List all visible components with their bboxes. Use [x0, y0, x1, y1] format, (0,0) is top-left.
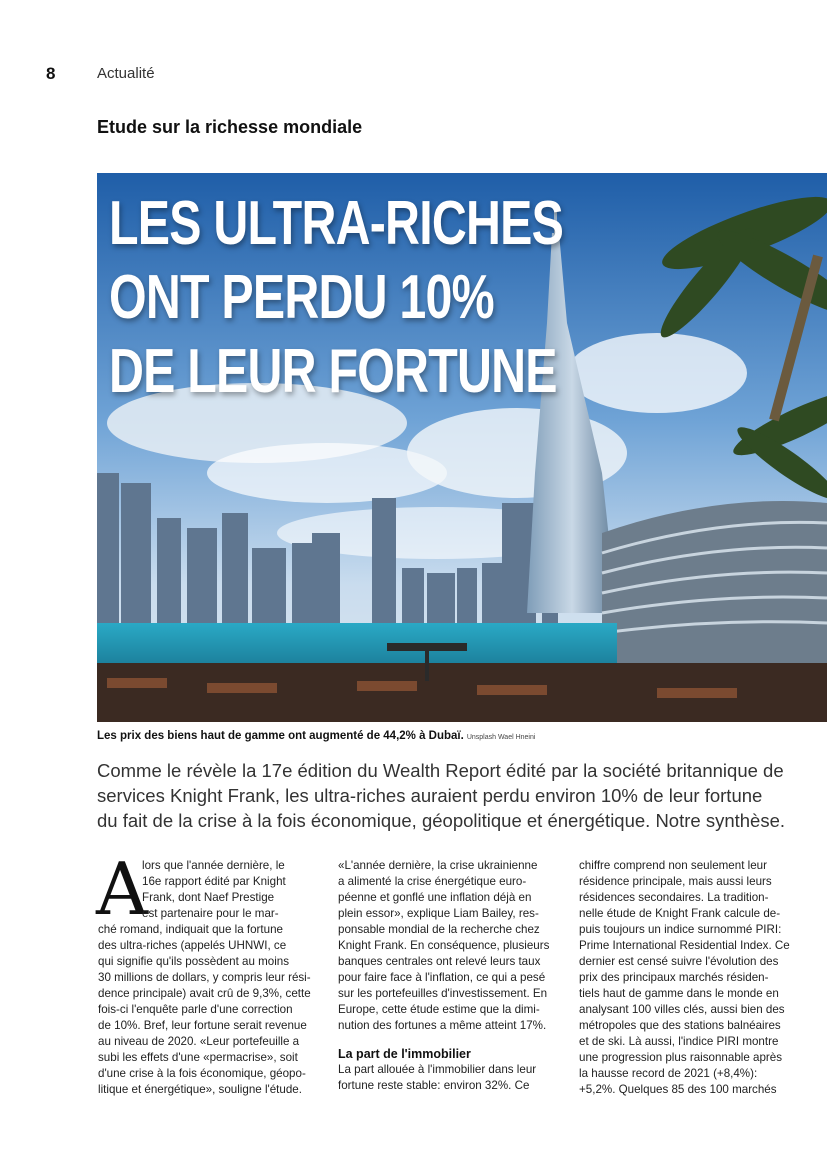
text-line: 16e rapport édité par Knight	[142, 875, 286, 888]
article-lead	[97, 758, 797, 833]
section-label: Actualité	[97, 65, 155, 82]
text-line: des ultra-riches (appelés UHNWI, ce	[98, 939, 287, 952]
text-line: subi les effets d'une «permacrise», soit	[98, 1051, 298, 1064]
caption-text: Les prix des biens haut de gamme ont augmenté de 44,2% à Dubaï.	[97, 730, 464, 742]
text-line: la hausse record de 2021 (+8,4%):	[579, 1067, 758, 1080]
text-line: d'une crise à la fois économique, géopo-	[98, 1067, 306, 1080]
column-1	[98, 858, 320, 1098]
text-line: qui signifie qu'ils possèdent au moins	[98, 955, 290, 968]
text-line: Knight Frank. En conséquence, plusieurs	[338, 939, 550, 952]
text-line: résidence principale, mais aussi leurs	[579, 875, 772, 888]
lead-line: services Knight Frank, les ultra-riches auraient perdu environ 10% de leur fortune	[97, 785, 763, 806]
headline	[109, 187, 563, 409]
text-line: chiffre comprend non seulement leur	[579, 859, 767, 872]
photo-caption	[97, 730, 535, 742]
headline-line: ONT PERDU 10%	[109, 263, 494, 332]
text-line: nution des fortunes a même atteint 17%.	[338, 1019, 547, 1032]
text-line: a alimenté la crise énergétique euro-	[338, 875, 527, 888]
drop-cap: A	[96, 847, 148, 931]
photo-credit: Unsplash Wael Hneini	[466, 734, 536, 741]
text-line: Europe, cette étude estime que la dimi-	[338, 1003, 540, 1016]
subheading: La part de l'immobilier	[338, 1047, 471, 1061]
text-line: sur les portefeuilles d'investissement. En	[338, 987, 548, 1000]
text-line: +5,2%. Quelques 85 des 100 marchés	[579, 1083, 777, 1096]
text-line: Frank, dont Naef Prestige	[142, 891, 275, 904]
text-line: nelle étude de Knight Frank calcule de-	[579, 907, 781, 920]
text-line: litique et énergétique», souligne l'étude.	[98, 1083, 302, 1096]
text-line: «L'année dernière, la crise ukrainienne	[338, 859, 538, 872]
text-line: une progression plus raisonnable après	[579, 1051, 783, 1064]
column-2	[338, 858, 560, 1094]
text-line: au niveau de 2020. «Leur portefeuille a	[98, 1035, 300, 1048]
text-line: dernier est censé suivre l'évolution des	[579, 955, 779, 968]
text-line: Prime International Residential Index. Ce	[579, 939, 790, 952]
headline-line: LES ULTRA-RICHES	[109, 189, 564, 258]
text-line: de 10%. Bref, leur fortune serait revenue	[98, 1019, 307, 1032]
lead-line: Comme le révèle la 17e édition du Wealth Report édité par la société britannique de	[97, 760, 784, 781]
text-line: tiels haut de gamme dans le monde en	[579, 987, 779, 1000]
text-line: lors que l'année dernière, le	[142, 859, 285, 872]
text-line: est partenaire pour le mar-	[142, 907, 279, 920]
text-line: banques centrales ont relevé leurs taux	[338, 955, 541, 968]
column-3	[579, 858, 801, 1098]
text-line: La part allouée à l'immobilier dans leur	[338, 1063, 537, 1076]
page-number: 8	[46, 64, 56, 83]
text-line: 30 millions de dollars, y compris leur rési-	[98, 971, 311, 984]
article-kicker: Etude sur la richesse mondiale	[97, 117, 363, 137]
hero-photo	[97, 173, 827, 722]
text-line: et de ski. Là aussi, l'indice PIRI montre	[579, 1035, 779, 1048]
text-line: fortune reste stable: environ 32%. Ce	[338, 1079, 530, 1092]
text-line: puis toujours un indice surnommé PIRI:	[579, 923, 782, 936]
text-line: analysant 100 villes clés, aussi bien des	[579, 1003, 785, 1016]
headline-line: DE LEUR FORTUNE	[109, 337, 557, 406]
text-line: résidences secondaires. La tradition-	[579, 891, 769, 904]
text-line: dence principale) avait crû de 9,3%, cette	[98, 987, 311, 1000]
text-line: plein essor», explique Liam Bailey, res-	[338, 907, 539, 920]
text-line: métropoles que des stations balnéaires	[579, 1019, 781, 1032]
text-line: péenne et gonflé une inflation déjà en	[338, 891, 532, 904]
lead-line: du fait de la crise à la fois économique, géopolitique et énergétique. Notre synthèse.	[97, 810, 786, 831]
text-line: pour faire face à l'inflation, ce qui a pesé	[338, 971, 546, 984]
text-line: fois-ci l'enquête parle d'une correction	[98, 1003, 293, 1016]
text-line: ponsable mondial de la recherche chez	[338, 923, 540, 936]
text-line: ché romand, indiquait que la fortune	[98, 923, 283, 936]
text-line: prix des principaux marchés résiden-	[579, 971, 769, 984]
